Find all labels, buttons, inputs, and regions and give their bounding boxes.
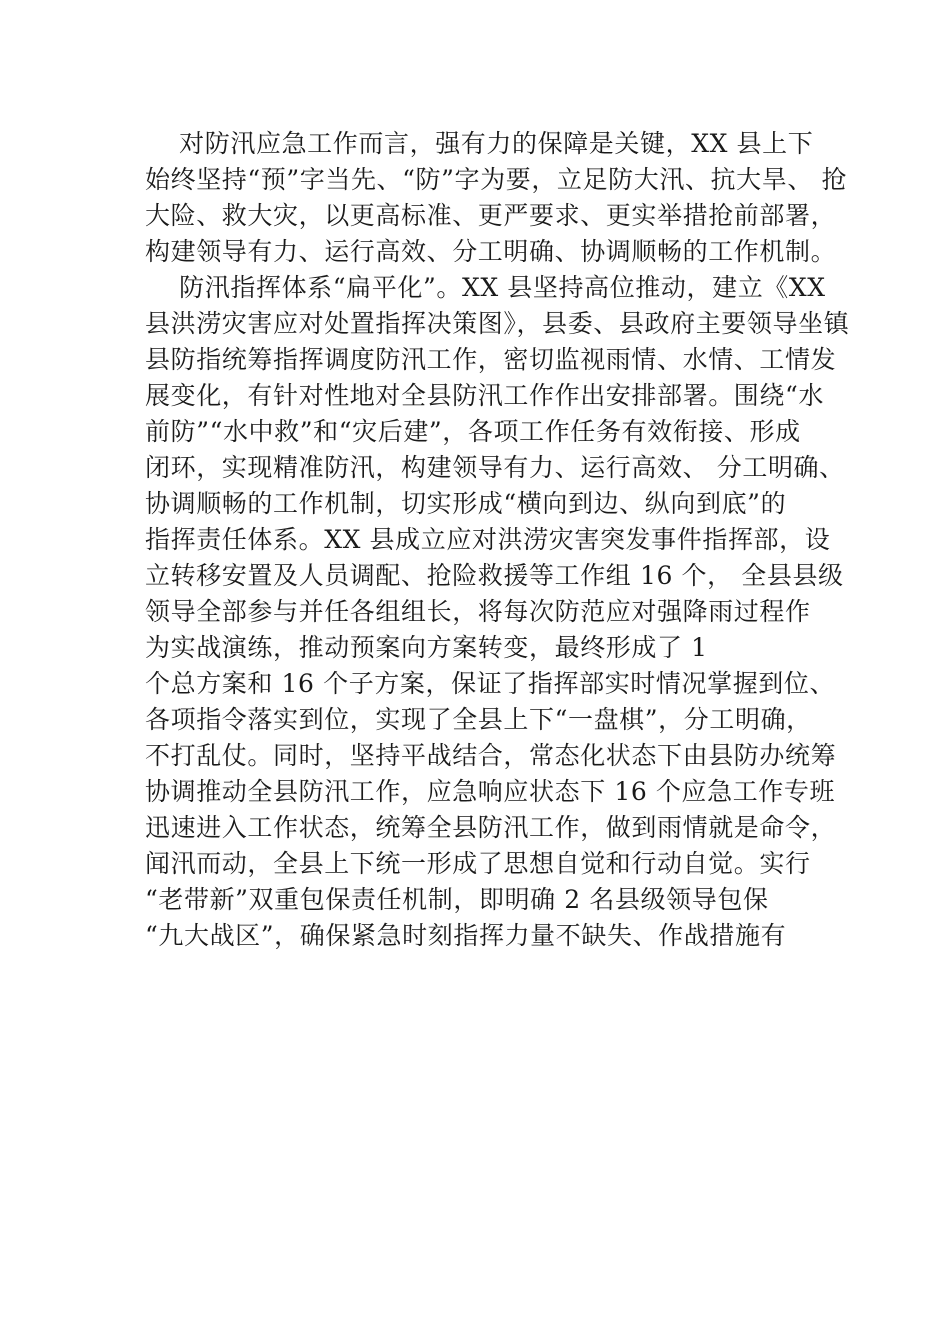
text-line: 不打乱仗。同时，坚持平战结合，常态化状态下由县防办统筹 <box>145 741 837 770</box>
text-line: 对防汛应急工作而言，强有力的保障是关键，XX 县上下 <box>145 129 814 158</box>
text-line: 指挥责任体系。XX 县成立应对洪涝灾害突发事件指挥部，设 <box>145 525 831 554</box>
text-line: 为实战演练，推动预案向方案转变，最终形成了 1 <box>145 633 708 662</box>
text-line: 前防”“水中救”和“灾后建”，各项工作任务有效衔接、形成 <box>145 417 801 446</box>
text-line: 闭环，实现精准防汛，构建领导有力、运行高效、 分工明确、 <box>145 453 845 482</box>
text-line: 构建领导有力、运行高效、分工明确、协调顺畅的工作机制。 <box>145 237 837 266</box>
text-line: 立转移安置及人员调配、抢险救援等工作组 16 个， 全县县级 <box>145 561 844 590</box>
text-line: 县洪涝灾害应对处置指挥决策图》，县委、县政府主要领导坐镇 <box>145 309 850 338</box>
text-line: 各项指令落实到位，实现了全县上下“一盘棋”，分工明确， <box>145 705 812 734</box>
text-line: 协调顺畅的工作机制，切实形成“横向到边、纵向到底”的 <box>145 489 787 518</box>
text-line: 始终坚持“预”字当先、“防”字为要，立足防大汛、抗大旱、 抢 <box>145 165 848 194</box>
text-line: 闻汛而动，全县上下统一形成了思想自觉和行动自觉。实行 <box>145 849 811 878</box>
text-line: 防汛指挥体系“扁平化”。XX 县坚持高位推动，建立《XX <box>145 273 826 302</box>
text-line: 迅速进入工作状态，统筹全县防汛工作，做到雨情就是命令， <box>145 813 837 842</box>
text-line: 展变化，有针对性地对全县防汛工作作出安排部署。围绕“水 <box>145 381 824 410</box>
text-line: “老带新”双重包保责任机制，即明确 2 名县级领导包保 <box>145 885 769 914</box>
text-line: 协调推动全县防汛工作，应急响应状态下 16 个应急工作专班 <box>145 777 836 806</box>
text-line: 县防指统筹指挥调度防汛工作，密切监视雨情、水情、工情发 <box>145 345 837 374</box>
text-line: 大险、救大灾，以更高标准、更严要求、更实举措抢前部署， <box>145 201 837 230</box>
text-line: 个总方案和 16 个子方案，保证了指挥部实时情况掌握到位、 <box>145 669 836 698</box>
text-line: “九大战区”，确保紧急时刻指挥力量不缺失、作战措施有 <box>145 921 787 950</box>
text-line: 领导全部参与并任各组组长，将每次防范应对强降雨过程作 <box>145 597 811 626</box>
